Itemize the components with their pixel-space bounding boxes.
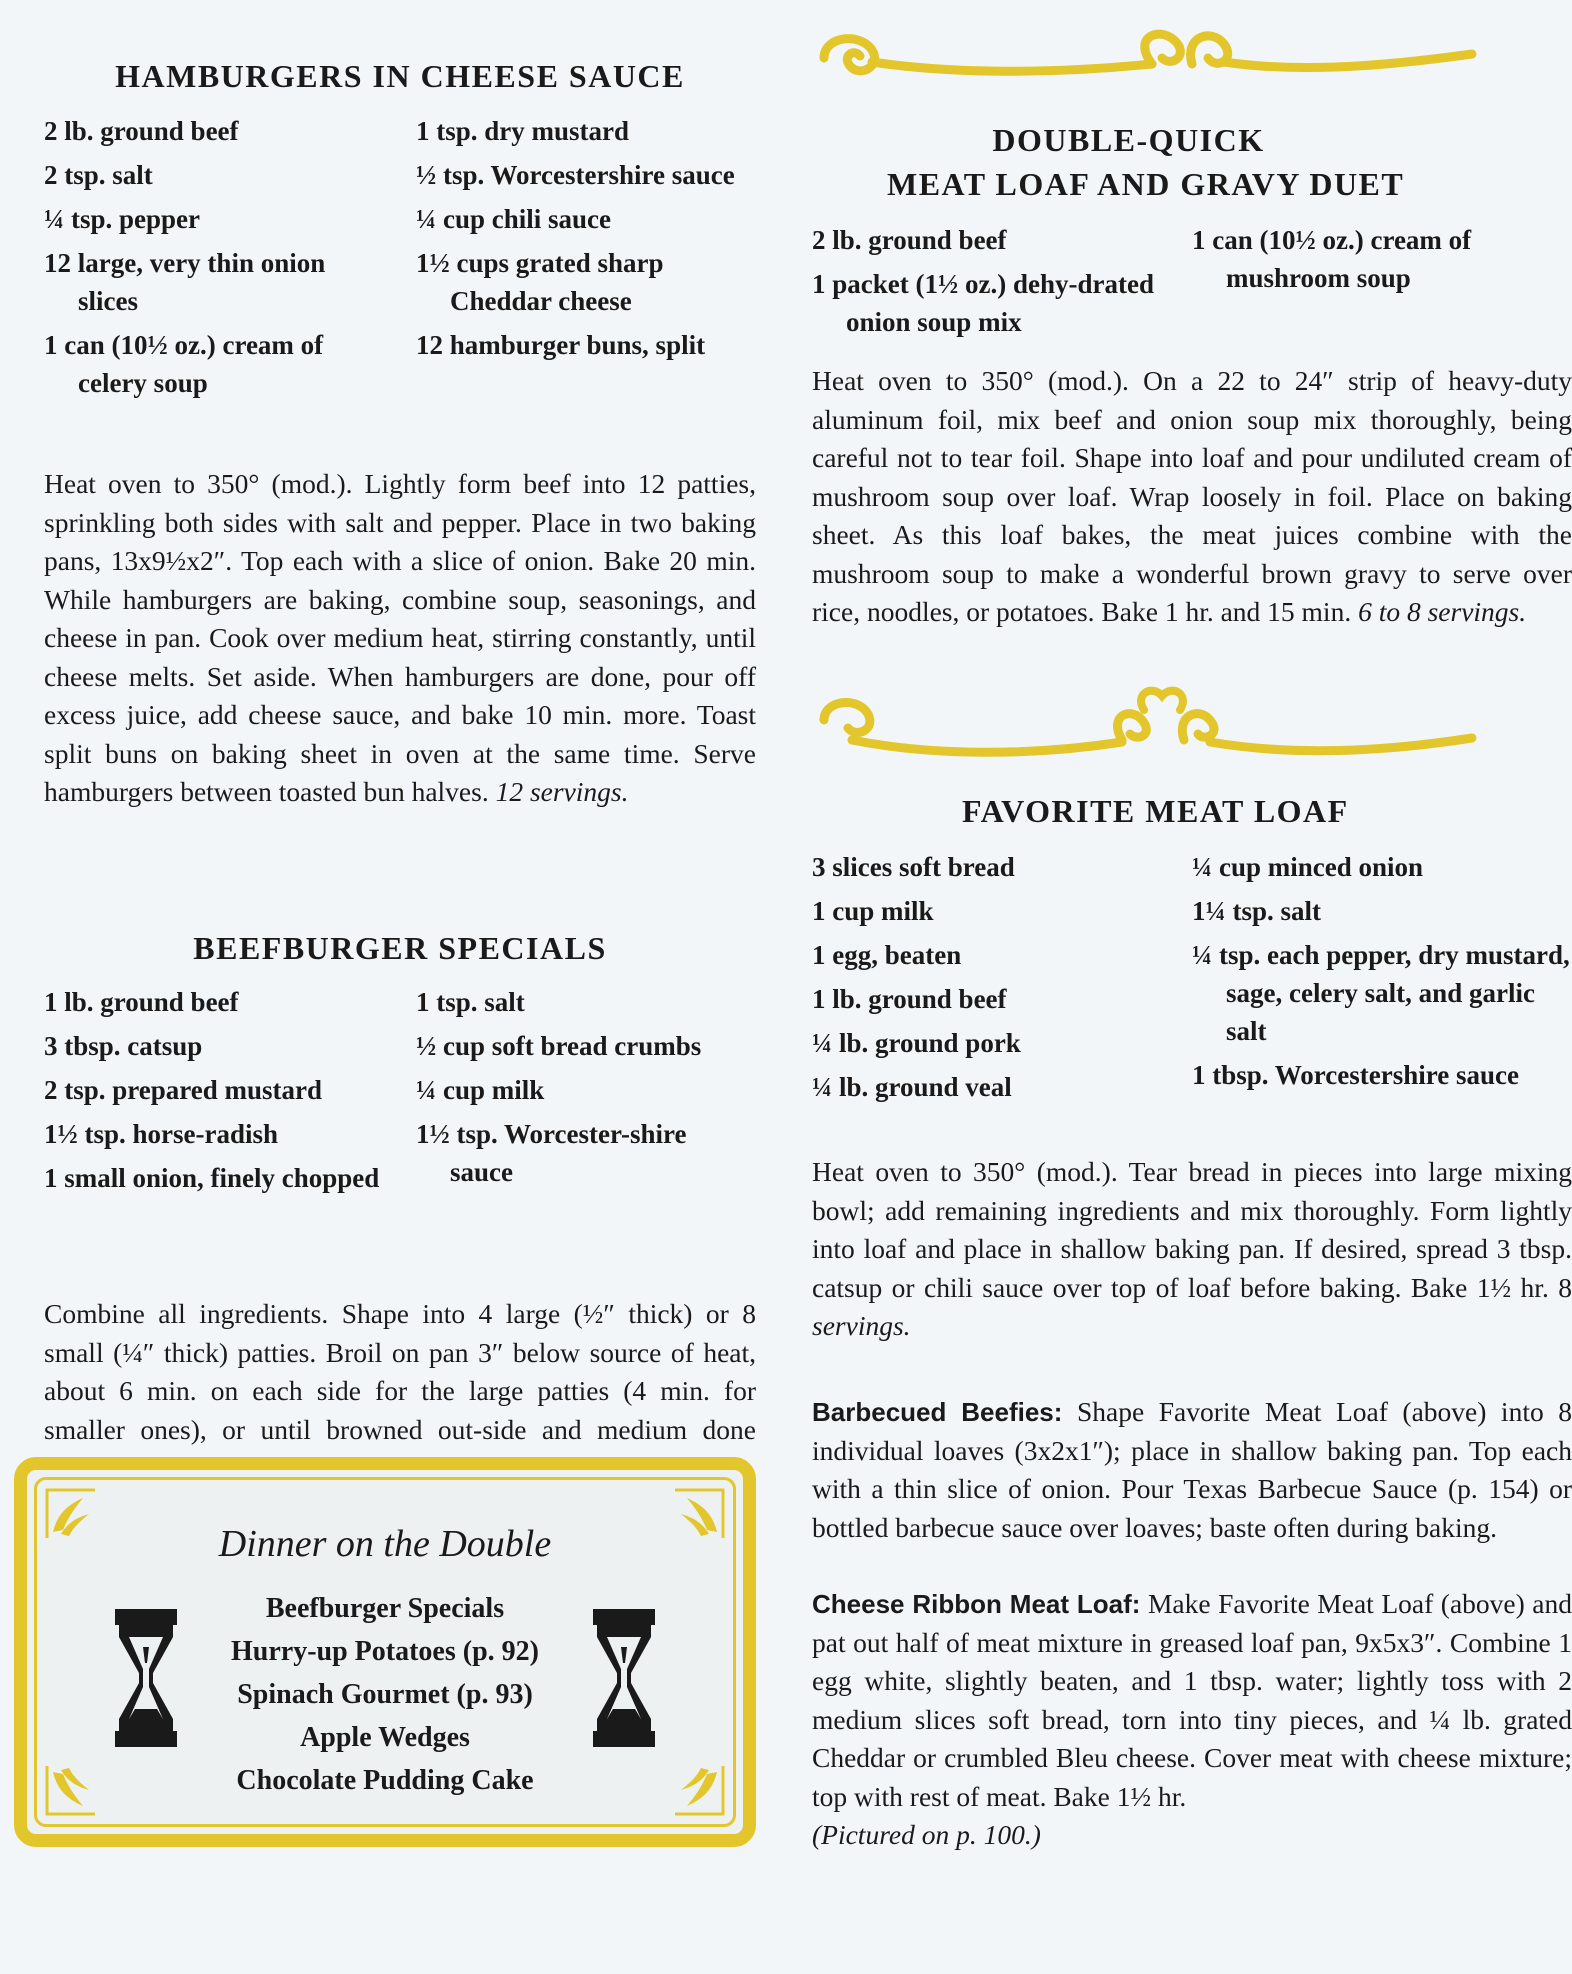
directions-meatloaf-gravy xyxy=(812,362,1572,632)
ingredient-item: 1½ tsp. horse-radish xyxy=(44,1119,279,1149)
ingredients-meatloaf-gravy xyxy=(812,221,1572,341)
ingredients-hamburgers xyxy=(44,112,756,452)
recipe-title-beefburger: BEEFBURGER SPECIALS xyxy=(193,930,607,966)
scroll-ornament-icon xyxy=(812,680,1472,770)
variation-text: Make Favorite Meat Loaf (above) and pat out half of meat mixture in greased loaf pan, 9x5x3″. Combine 1 egg white, slightly beaten, and 1 tbsp. water; lightly toss with 2 medium slices soft bread, torn into tiny pieces, and ¼ lb. grated Cheddar or crumbled Bleu cheese. Cover meat with cheese mixture; top with rest of meat. Bake 1½ hr. xyxy=(812,1588,1572,1812)
ingredient-item: 2 lb. ground beef xyxy=(44,116,239,146)
directions-text: Heat oven to 350° (mod.). On a 22 to 24″ strip of heavy-duty aluminum foil, mix beef and onion soup mix thoroughly, being careful not to tear foil. Shape into loaf and pour undiluted cream of mushroom soup over loaf. Wrap loosely in foil. Place on baking sheet. As this loaf bakes, the meat juices combine with the mushroom soup to make a wonderful brown gravy to serve over rice, noodles, or potatoes. Bake 1 hr. and 15 min. xyxy=(812,365,1572,627)
ingredient-list-left xyxy=(812,221,1157,347)
ingredient-list-right xyxy=(416,112,756,370)
directions-text: Heat oven to 350° (mod.). Tear bread in pieces into large mixing bowl; add remaining ingredients and mix thoroughly. Form lightly into loaf and place in shallow baking pan. If desired, spread 3 tbsp. catsup or chili sauce over top of loaf before baking. Bake 1½ hr. 8 xyxy=(812,1156,1572,1303)
directions-favorite xyxy=(812,1153,1572,1346)
ingredient-item: 12 large, very thin onion slices xyxy=(44,248,326,316)
ingredient-item: 1 small onion, finely chopped xyxy=(44,1163,380,1193)
ingredients-favorite xyxy=(812,848,1572,1128)
ingredient-item: 3 slices soft bread xyxy=(812,852,1015,882)
right-column xyxy=(812,0,1572,1974)
ingredient-item: 1½ cups grated sharp Cheddar cheese xyxy=(416,248,664,316)
ingredient-item: 12 hamburger buns, split xyxy=(416,330,706,360)
ingredient-item: 1 packet (1½ oz.) dehy-drated onion soup mix xyxy=(812,269,1154,337)
ingredient-list-right xyxy=(1192,848,1572,1100)
variation-label: Cheese Ribbon Meat Loaf: xyxy=(812,1589,1141,1619)
ingredient-item: ¼ cup milk xyxy=(416,1075,545,1105)
ingredient-item: 1 can (10½ oz.) cream of mushroom soup xyxy=(1192,225,1472,293)
ingredient-item: ½ cup soft bread crumbs xyxy=(416,1031,702,1061)
ingredient-item: ¼ lb. ground pork xyxy=(812,1028,1021,1058)
menu-item: Beefburger Specials xyxy=(265,1593,505,1624)
ingredient-item: 1 tbsp. Worcestershire sauce xyxy=(1192,1060,1519,1090)
pictured-note: (Pictured on p. 100.) xyxy=(812,1819,1041,1850)
ingredient-item: 2 tsp. prepared mustard xyxy=(44,1075,323,1105)
ingredient-item: 1 egg, beaten xyxy=(812,940,962,970)
recipe-title-meatloaf-gravy-line1: DOUBLE-QUICK xyxy=(992,122,1265,158)
ingredient-item: 1 tsp. salt xyxy=(416,987,525,1017)
recipe-title-hamburgers: HAMBURGERS IN CHEESE SAUCE xyxy=(115,58,685,94)
yield: 6 to 8 servings. xyxy=(1358,596,1527,627)
recipe-title-favorite: FAVORITE MEAT LOAF xyxy=(962,793,1349,829)
ingredient-item: 1 can (10½ oz.) cream of celery soup xyxy=(44,330,324,398)
ingredient-item: ¼ cup minced onion xyxy=(1192,852,1424,882)
ingredient-list-left xyxy=(44,983,384,1203)
scroll-ornament-icon xyxy=(812,18,1472,88)
menu-list xyxy=(27,1587,743,1802)
menu-item: Spinach Gourmet (p. 93) xyxy=(237,1679,533,1710)
yield: servings. xyxy=(812,1310,911,1341)
ingredient-item: ¼ tsp. each pepper, dry mustard, sage, celery salt, and garlic salt xyxy=(1192,940,1570,1046)
directions-text: Combine all ingredients. Shape into 4 large (½″ thick) or 8 small (¼″ thick) patties. Broil on pan 3″ below source of heat, about 6 min. on each side for the large patties (4 min. for smaller ones), or until browned out-side and medium done xyxy=(44,1298,756,1445)
ingredient-item: 1 tsp. dry mustard xyxy=(416,116,630,146)
recipe-title-meatloaf-gravy-line2: MEAT LOAF AND GRAVY DUET xyxy=(887,166,1405,202)
ingredient-item: ¼ lb. ground veal xyxy=(812,1072,1012,1102)
variation-text: Shape Favorite Meat Loaf (above) into 8 individual loaves (3x2x1″); place in shallow baking pan. Top each with a thin slice of onion. Pour Texas Barbecue Sauce (p. 154) or bottled barbecue sauce over loaves; baste often during baking. xyxy=(812,1396,1572,1543)
ingredient-item: 1¼ tsp. salt xyxy=(1192,896,1322,926)
variation-label: Barbecued Beefies: xyxy=(812,1397,1063,1427)
directions-text: Heat oven to 350° (mod.). Lightly form beef into 12 patties, sprinkling both sides with salt and pepper. Place in two baking pans, 13x9½x2″. Top each with a slice of onion. Bake 20 min. While hamburgers are baking, combine soup, seasonings, and cheese in pan. Cook over medium heat, stirring constantly, until cheese melts. Set aside. When hamburgers are done, pour off excess juice, add cheese sauce, and bake 10 min. more. Toast split buns on baking sheet in oven at the same time. Serve hamburgers between toasted bun halves. xyxy=(44,468,756,807)
menu-item: Apple Wedges xyxy=(300,1722,470,1753)
variation-cheese-ribbon xyxy=(812,1585,1572,1855)
ingredient-list-right xyxy=(416,983,756,1197)
ingredient-item: 1 cup milk xyxy=(812,896,934,926)
menu-box xyxy=(14,1457,756,1847)
ingredient-item: 2 tsp. salt xyxy=(44,160,153,190)
directions-hamburgers xyxy=(44,465,756,812)
yield: 12 servings. xyxy=(495,776,629,807)
menu-title: Dinner on the Double xyxy=(218,1523,552,1565)
ingredient-item: 1½ tsp. Worcester-shire sauce xyxy=(416,1119,687,1187)
ingredients-beefburger xyxy=(44,983,756,1303)
variation-barbecued-beefies xyxy=(812,1393,1572,1547)
ingredient-item: 1 lb. ground beef xyxy=(812,984,1007,1014)
menu-item: Hurry-up Potatoes (p. 92) xyxy=(231,1636,539,1667)
ingredient-list-right xyxy=(1192,221,1572,303)
menu-item: Chocolate Pudding Cake xyxy=(236,1765,534,1796)
ingredient-item: 1 lb. ground beef xyxy=(44,987,239,1017)
ingredient-item: ¼ tsp. pepper xyxy=(44,204,201,234)
ingredient-item: ½ tsp. Worcestershire sauce xyxy=(416,160,735,190)
ingredient-item: ¼ cup chili sauce xyxy=(416,204,612,234)
ingredient-item: 3 tbsp. catsup xyxy=(44,1031,203,1061)
ingredient-item: 2 lb. ground beef xyxy=(812,225,1007,255)
ingredient-list-left xyxy=(812,848,1157,1112)
ingredient-list-left xyxy=(44,112,384,408)
